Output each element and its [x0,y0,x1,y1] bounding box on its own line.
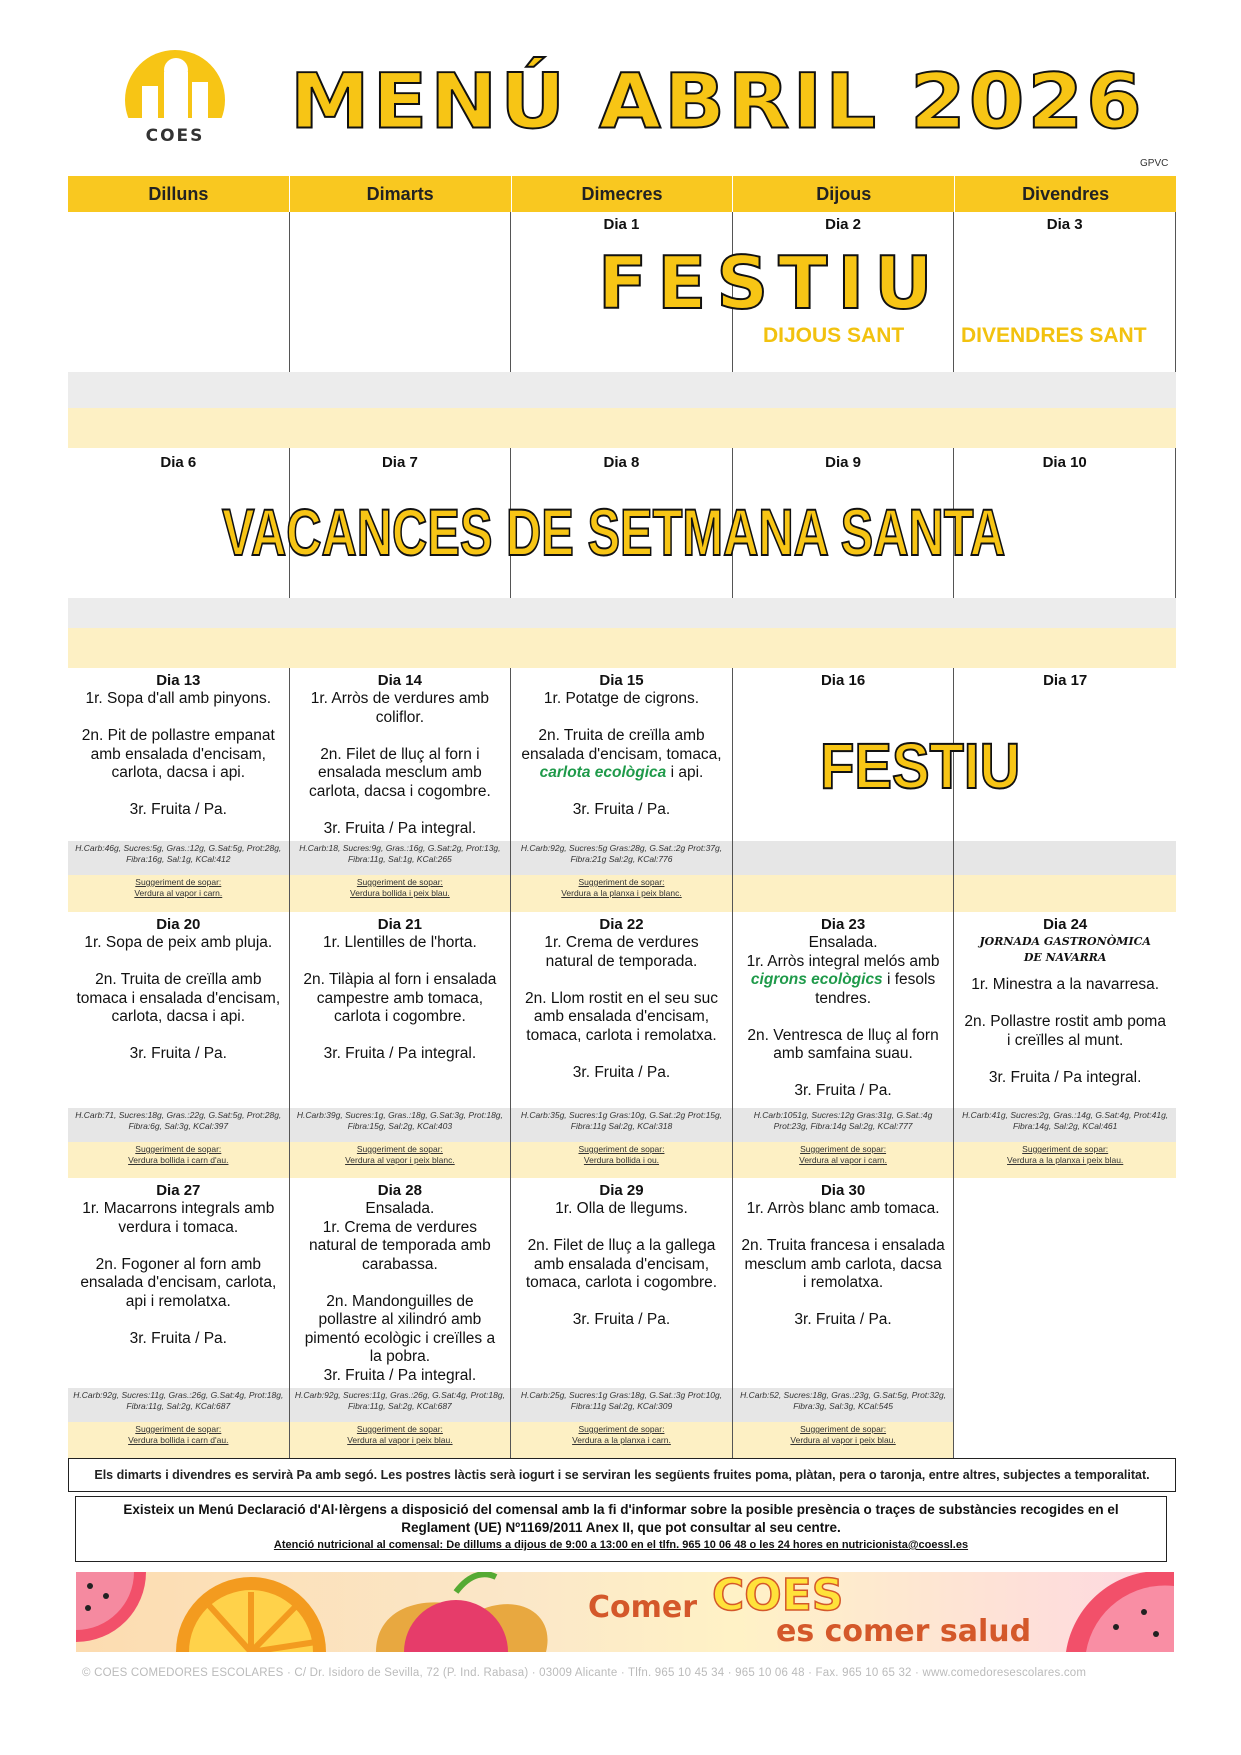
week4-thu [733,912,955,1178]
dinner-suggestion [290,1422,511,1458]
menu-text: Ensalada. 1r. Crema de verdures natural de temporada amb carabassa. 2n. Mandonguilles de pollastre al xilindró amb pimentó ecològic i creïlles a la pobra. 3r. Fruita / Pa integral. [304,1200,496,1384]
suggestion-text: Verdura a la planxa i carn. [572,1435,671,1445]
week4-mon [68,912,290,1178]
suggestion-band [68,628,1176,668]
dinner-suggestion [733,1422,954,1458]
dinner-suggestion [68,1142,289,1178]
week5-tue [290,1178,512,1458]
dinner-suggestion [511,1142,732,1178]
menu-text: 1r. Sopa d'all amb pinyons. 2n. Pit de pollastre empanat amb ensalada d'encisam, carlota, dacsa i api. 3r. Fruita / Pa. [81,690,275,818]
menu-text: 1r. Arròs de verdures amb coliflor. 2n. Filet de lluç al forn i ensalada mesclum amb carlota, dacsa i cogombre. 3r. Fruita / Pa integral. [308,690,491,837]
menu-text: 1r. Crema de verdures natural de temporada. 2n. Llom rostit en el seu suc amb ensalada d'encisam, tomaca, carlota i remolatxa. 3r. Fruita / Pa. [524,934,718,1081]
menu-text-part: i api. 3r. Fruita / Pa. [572,764,704,818]
menu-text-part: 1r. Potatge de cigrons. 2n. Truita de creïlla amb ensalada d'encisam, tomaca, [521,690,722,763]
day-label: Dia 1 [603,216,640,233]
week5-wed [511,1178,733,1458]
suggestion-title: Suggeriment de sopar: [800,1424,887,1434]
day-label: Dia 28 [377,1182,422,1199]
suggestion-text: Verdura al vapor i carn. [134,888,223,898]
suggestion-title: Suggeriment de sopar: [578,1144,665,1154]
day-label: Dia 14 [377,672,422,689]
divendres-sant-label: DIVENDRES SANT [961,324,1147,347]
banner-comer: Comer [588,1590,698,1625]
suggestion-text: Verdura bollida i ou. [583,1155,660,1165]
dinner-suggestion [290,1142,511,1178]
suggestion-title: Suggeriment de sopar: [135,1424,222,1434]
nutrition-info: H.Carb:52, Sucres:18g, Gras.:23g, G.Sat:5g, Prot:32g, Fibra:3g, Sal:3g, KCal:545 [733,1388,954,1422]
menu-text-part: i fesols tendres. 2n. Ventresca de lluç al forn amb samfaina suau. 3r. Fruita / Pa. [747,971,939,1099]
nutrition-info: H.Carb:1051g, Sucres:12g Gras:31g, G.Sat.:4g Prot:23g, Fibra:14g Sal:2g, KCal:777 [733,1108,954,1142]
day-label: Dia 30 [820,1182,866,1199]
header-thursday: Dijous [733,176,955,212]
nutrition-info: H.Carb:92g, Sucres:5g Gras:28g, G.Sat.:2g Prot:37g, Fibra:21g Sal:2g, KCal:776 [511,841,732,875]
nutrition-info: H.Carb:25g, Sucres:1g Gras:18g, G.Sat.:3g Prot:10g, Fibra:11g Sal:2g, KCal:309 [511,1388,732,1422]
nutrition-info: H.Carb:92g, Sucres:11g, Gras.:26g, G.Sat:4g, Prot:18g, Fibra:11g, Sal:2g, KCal:687 [68,1388,289,1422]
dinner-suggestion [733,875,954,912]
festiu-label-2: FESTIU [820,730,1021,802]
suggestion-text: Verdura al vapor i peix blanc. [345,1155,455,1165]
day-label: Dia 2 [825,216,861,233]
jornada-label: JORNADA GASTRONÒMICA DE NAVARRA [979,935,1151,964]
suggestion-title: Suggeriment de sopar: [356,877,443,887]
dinner-suggestion [954,875,1176,912]
suggestion-band [68,408,1176,448]
nutrition-info: H.Carb:71, Sucres:18g, Gras.:22g, G.Sat:5g, Prot:28g, Fibra:6g, Sal:3g, KCal:397 [68,1108,289,1142]
day-label: Dia 15 [599,672,644,689]
dinner-suggestion [511,875,732,912]
suggestion-title: Suggeriment de sopar: [135,1144,222,1154]
banner-brand: COES [712,1572,844,1621]
suggestion-title: Suggeriment de sopar: [356,1144,443,1154]
menu-text [733,934,954,1101]
suggestion-text: Verdura al vapor i carn. [799,1155,888,1165]
week-4-row [68,912,1176,1178]
nutrition-info: H.Carb:92g, Sucres:11g, Gras.:26g, G.Sat:4g, Prot:18g, Fibra:11g, Sal:2g, KCal:687 [290,1388,511,1422]
dijous-sant-label: DIJOUS SANT [763,324,905,347]
menu-text-part: Ensalada. 1r. Arròs integral melós amb [746,934,940,970]
nutrition-info [954,841,1176,875]
week-5-row [68,1178,1176,1458]
attention-note: Atenció nutricional al comensal: De dillums a dijous de 9:00 a 13:00 en el tlfn. 965 10 06 48 o les 24 hores en nutricionista@coessl.es [273,1539,969,1551]
day-label: Dia 17 [1043,672,1088,689]
suggestion-title: Suggeriment de sopar: [800,1144,887,1154]
day-label: Dia 22 [599,916,644,933]
dinner-suggestion [68,875,289,912]
menu-text: 1r. Llentilles de l'horta. 2n. Tilàpia al forn i ensalada campestre amb tomaca, carlota i cogombre. 3r. Fruita / Pa integral. [303,934,497,1062]
menu-text: 1r. Sopa de peix amb pluja. 2n. Truita de creïlla amb tomaca i ensalada d'encisam, carlota, dacsa i api. 3r. Fruita / Pa. [76,934,281,1062]
dinner-suggestion [954,1142,1176,1178]
menu-text: 1r. Arròs blanc amb tomaca. 2n. Truita francesa i ensalada mesclum amb carlota, dacsa i remolatxa. 3r. Fruita / Pa. [741,1200,945,1328]
header-tuesday: Dimarts [290,176,512,212]
banner-slogan: es comer salud [776,1614,1032,1649]
suggestion-text: Verdura al vapor i peix blau. [347,1435,453,1445]
day-label: Dia 29 [599,1182,644,1199]
dinner-suggestion [290,875,511,912]
day-label: Dia 8 [603,454,640,471]
week5-fri [954,1178,1176,1458]
week3-tue [290,668,512,912]
nutrition-info: H.Carb:35g, Sucres:1g Gras:10g, G.Sat.:2g Prot:15g, Fibra:11g Sal:2g, KCal:318 [511,1108,732,1142]
suggestion-title: Suggeriment de sopar: [356,1424,443,1434]
nutrition-info: H.Carb:46g, Sucres:5g, Gras.:12g, G.Sat:5g, Prot:28g, Fibra:16g, Sal:1g, KCal:412 [68,841,289,875]
dinner-suggestion [733,1142,954,1178]
header-wednesday: Dimecres [512,176,734,212]
code-label: GPVC [1140,158,1169,169]
nutrition-info: H.Carb:18, Sucres:9g, Gras.:16g, G.Sat:2g, Prot:13g, Fibra:11g, Sal:1g, KCal:265 [290,841,511,875]
vacances-banner: VACANCES DE SETMANA SANTA [222,495,1006,569]
festiu-label-1: FESTIU [598,241,943,325]
nutrition-info: H.Carb:39g, Sucres:1g, Gras.:18g, G.Sat:3g, Prot:18g, Fibra:15g, Sal:2g, KCal:403 [290,1108,511,1142]
header-friday: Divendres [955,176,1176,212]
week4-tue [290,912,512,1178]
suggestion-text: Verdura bollida i carn d'au. [128,1435,229,1445]
day-label: Dia 7 [381,454,418,471]
suggestion-title: Suggeriment de sopar: [1022,1144,1109,1154]
week4-fri [954,912,1176,1178]
nutrition-info [733,841,954,875]
day-label: Dia 10 [1042,454,1087,471]
week4-wed [511,912,733,1178]
week3-mon [68,668,290,912]
dinner-suggestion [68,1422,289,1458]
day-label: Dia 13 [156,672,201,689]
suggestion-title: Suggeriment de sopar: [578,1424,665,1434]
day-label: Dia 16 [820,672,866,689]
week3-wed [511,668,733,912]
day-label: Dia 20 [156,916,201,933]
menu-text: 1r. Macarrons integrals amb verdura i tomaca. 2n. Fogoner al forn amb ensalada d'encisam, carlota, api i remolatxa. 3r. Fruita / Pa. [80,1200,277,1347]
week5-mon [68,1178,290,1458]
day-label: Dia 6 [160,454,197,471]
day-label: Dia 24 [1043,916,1088,933]
day-label: Dia 27 [156,1182,201,1199]
menu-text: 1r. Minestra a la navarresa. 2n. Pollastre rostit amb poma i creïlles al munt. 3r. Fruita / Pa integral. [964,976,1166,1086]
header-monday: Dilluns [68,176,290,212]
suggestion-text: Verdura a la planxa i peix blau. [1007,1155,1124,1165]
allergen-note: Existeix un Menú Declaració d'Al·lèrgens a disposició del comensal amb la fi d'informar sobre la posible presència o traçes de substàncies recogides en el Reglament (UE) Nº1169/2011 Anex II, que pot consultar al seu centre. [123,1502,1119,1535]
eco-ingredient: carlota ecològica [539,764,667,781]
nutrition-info: H.Carb:41g, Sucres:2g, Gras.:14g, G.Sat:4g, Prot:41g, Fibra:14g, Sal:2g, KCal:461 [954,1108,1176,1142]
bread-note: Els dimarts i divendres es servirà Pa amb segó. Les postres làctis serà iogurt i se serviran les següents fruites poma, plàtan, pera o taronja, entre altres, subjectes a temporalitat. [68,1458,1176,1492]
weekday-header [68,176,1176,212]
suggestion-text: Verdura al vapor i peix blau. [790,1435,896,1445]
eco-ingredient: cigrons ecològics [750,971,883,988]
dinner-suggestion [511,1422,732,1458]
menu-text [511,690,732,820]
menu-text: 1r. Olla de llegums. 2n. Filet de lluç a la gallega amb ensalada d'encisam, tomaca, carlota i cogombre. 3r. Fruita / Pa. [525,1200,718,1328]
day-label: Dia 3 [1046,216,1083,233]
nutrition-band [68,598,1176,628]
day-label: Dia 23 [820,916,866,933]
coes-logo [120,48,230,152]
nutrition-band [68,372,1176,408]
suggestion-text: Verdura bollida i carn d'au. [128,1155,229,1165]
allergen-box [75,1496,1167,1562]
day-label: Dia 21 [377,916,422,933]
page-footer: © COES COMEDORES ESCOLARES · C/ Dr. Isidoro de Sevilla, 72 (P. Ind. Rabasa) · 03009 Alicante · Tlfn. 965 10 45 34 · 965 10 06 48 · Fax. 965 10 65 32 · www.comedoresescolares.com [82,1667,1087,1679]
promo-banner [76,1572,1174,1652]
week5-thu [733,1178,955,1458]
day-label: Dia 9 [825,454,861,471]
suggestion-title: Suggeriment de sopar: [135,877,222,887]
page-title: MENÚ ABRIL 2026 [290,57,1145,146]
suggestion-text: Verdura a la planxa i peix blanc. [561,888,682,898]
suggestion-title: Suggeriment de sopar: [578,877,665,887]
suggestion-text: Verdura bollida i peix blau. [350,888,450,898]
logo-text: COES [145,126,205,146]
